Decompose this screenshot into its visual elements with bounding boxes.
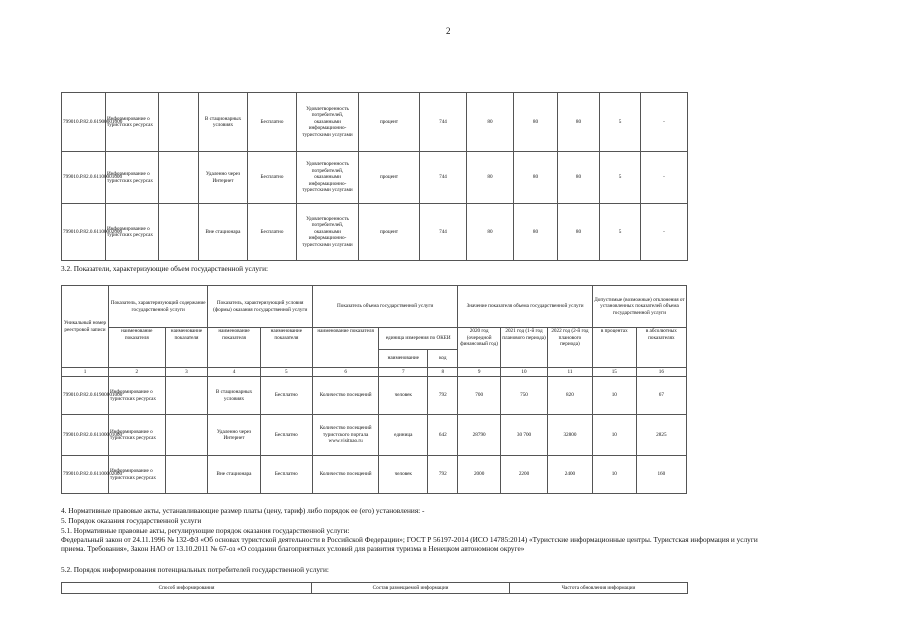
column-number: 10 [501,368,548,377]
content-indicator: Информирование о туристских ресурсах [106,152,159,204]
header-content-group: Показатель, характеризующий содержание государственной услуги [109,286,208,328]
okei-code: 744 [420,204,467,261]
value-2021: 30 700 [501,415,548,456]
header-volume-group: Показатель объема государственной услуги [313,286,458,328]
header-year-2022: 2022 год (2-й год планового периода) [548,328,593,368]
condition-indicator: В стационарных условиях [199,93,248,152]
okei-code: 744 [420,93,467,152]
value-2020: 700 [458,377,501,415]
header-condition-group: Показатель, характеризующий условия (формы) оказания государственной услуги [208,286,313,328]
information-method-table [61,582,688,594]
column-number: 9 [458,368,501,377]
payment-indicator: Бесплатно [248,152,297,204]
value-2022: 32800 [548,415,593,456]
registry-code: 799010.Р.82.0.61900001000 [62,93,106,152]
deviation-absolute: 160 [636,456,686,494]
table-header-row [62,583,688,594]
header-indicator-name: наименование показателя [208,328,260,368]
content-indicator: Информирование о туристских ресурсах [109,377,166,415]
column-number: 11 [548,368,593,377]
value-2022: 80 [558,204,600,261]
volume-indicators-table [61,285,687,494]
registry-code: 799010.Р.82.0.61100001000 [62,415,109,456]
table-header-row [62,286,687,328]
header-okei-unit: единица измерения по ОКЕИ [379,328,458,350]
registry-code: 799010.Р.82.0.61900001000 [62,377,109,415]
header-unit-name: наименование [379,350,428,368]
value-2020: 80 [467,152,514,204]
registry-code: 799010.Р.82.0.61100002000 [62,204,106,261]
value-2021: 750 [501,377,548,415]
column-number: 15 [592,368,636,377]
section-4-text: 4. Нормативные правовые акты, устанавливающие размер платы (цену, тариф) либо порядок ее (его) установления: - [61,506,425,515]
quality-indicator-name: Удовлетворенность потребителей, оказанными информационно-туристскими услугами [297,93,359,152]
column-number: 6 [313,368,379,377]
deviation-absolute: 67 [636,377,686,415]
deviation-absolute: 2825 [636,415,686,456]
volume-indicator-name: Количество посещений [313,377,379,415]
deviation-percent: 10 [592,456,636,494]
registry-code: 799010.Р.82.0.61100002000 [62,456,109,494]
quality-indicator-name: Удовлетворенность потребителей, оказанными информационно-туристскими услугами [297,152,359,204]
unit-name: человек [379,377,428,415]
unit-name: процент [359,93,420,152]
value-2021: 80 [514,93,558,152]
volume-indicator-name: Количество посещений [313,456,379,494]
page-number: 2 [446,26,451,36]
value-2021: 80 [514,152,558,204]
content-indicator: Информирование о туристских ресурсах [106,204,159,261]
empty-cell [159,93,199,152]
deviation-percent: 5 [600,152,641,204]
condition-indicator: Удаленно через Интернет [208,415,260,456]
empty-cell [159,204,199,261]
value-2022: 820 [548,377,593,415]
header-indicator-name: наименование показателя [109,328,166,368]
header-info-content: Состав размещаемой информации [312,583,510,594]
value-2020: 80 [467,204,514,261]
empty-cell [165,377,208,415]
header-year-2021: 2021 год (1-й год планового периода) [501,328,548,368]
header-info-frequency: Частота обновления информации [510,583,688,594]
unit-name: единица [379,415,428,456]
deviation-absolute: - [641,204,688,261]
payment-indicator: Бесплатно [260,456,312,494]
header-info-method: Способ информирования [62,583,312,594]
section-5-1-text: Федеральный закон от 24.11.1996 № 132-ФЗ «Об основах туристской деятельности в Российской Федерации»; ГОСТ Р 56197-2014 (ИСО 14785:2014) «Туристские информационные центры. Туристская информация и услуги приема. Требования», Закон НАО от 13.10.2011 № 67-оз «О создании благоприятных условий для развития туризма в Ненецком автономном округе» [61,535,758,554]
deviation-absolute: - [641,152,688,204]
unit-name: процент [359,152,420,204]
header-indicator-name: наименование показателя [165,328,208,368]
value-2020: 28790 [458,415,501,456]
empty-cell [165,415,208,456]
header-unit-code: код [428,350,458,368]
payment-indicator: Бесплатно [260,377,312,415]
column-number: 2 [109,368,166,377]
deviation-percent: 5 [600,204,641,261]
section-3-2-heading: 3.2. Показатели, характеризующие объем государственной услуги: [61,264,269,273]
content-indicator: Информирование о туристских ресурсах [106,93,159,152]
header-deviation-group: Допустимые (возможные) отклонения от установленных показателей объема государственной услуги [592,286,686,328]
table-row [62,204,688,261]
section-5-heading: 5. Порядок оказания государственной услуги [61,516,202,525]
value-2022: 80 [558,152,600,204]
payment-indicator: Бесплатно [248,204,297,261]
deviation-absolute: - [641,93,688,152]
condition-indicator: В стационарных условиях [208,377,260,415]
value-2021: 80 [514,204,558,261]
payment-indicator: Бесплатно [248,93,297,152]
header-percent: в процентах [592,328,636,368]
header-value-group: Значение показателя объема государственной услуги [458,286,593,328]
quality-indicator-name: Удовлетворенность потребителей, оказанными информационно-туристскими услугами [297,204,359,261]
content-indicator: Информирование о туристских ресурсах [109,456,166,494]
table-row [62,415,687,456]
value-2022: 2400 [548,456,593,494]
column-number: 8 [428,368,458,377]
section-5-2-heading: 5.2. Порядок информирования потенциальных потребителей государственной услуги: [61,565,329,574]
content-indicator: Информирование о туристских ресурсах [109,415,166,456]
table-number-row [62,368,687,377]
value-2020: 80 [467,93,514,152]
condition-indicator: Удаленно через Интернет [199,152,248,204]
header-year-2020: 2020 год (очередной финансовый год) [458,328,501,368]
header-indicator-name: наименование показателя [313,328,379,368]
deviation-percent: 10 [592,415,636,456]
column-number: 16 [636,368,686,377]
okei-code: 792 [428,377,458,415]
value-2020: 2000 [458,456,501,494]
header-indicator-name: наименование показателя [260,328,312,368]
unit-name: процент [359,204,420,261]
value-2021: 2200 [501,456,548,494]
quality-indicators-table [61,92,688,261]
registry-code: 799010.Р.82.0.61100001000 [62,152,106,204]
empty-cell [159,152,199,204]
column-number: 4 [208,368,260,377]
okei-code: 642 [428,415,458,456]
value-2022: 80 [558,93,600,152]
section-5-1-heading: 5.1. Нормативные правовые акты, регулирующие порядок оказания государственной услуги: [61,526,350,535]
header-unique-number: Уникальный номер реестровой записи [62,286,109,368]
table-header-row [62,328,687,350]
deviation-percent: 10 [592,377,636,415]
table-row [62,456,687,494]
deviation-percent: 5 [600,93,641,152]
table-row [62,377,687,415]
volume-indicator-name: Количество посещений туристского портала www.visitnao.ru [313,415,379,456]
table-row [62,93,688,152]
column-number: 7 [379,368,428,377]
unit-name: человек [379,456,428,494]
column-number: 1 [62,368,109,377]
condition-indicator: Вне стационара [208,456,260,494]
okei-code: 744 [420,152,467,204]
okei-code: 792 [428,456,458,494]
empty-cell [165,456,208,494]
condition-indicator: Вне стационара [199,204,248,261]
header-absolute: в абсолютных показателях [636,328,686,368]
table-row [62,152,688,204]
column-number: 5 [260,368,312,377]
payment-indicator: Бесплатно [260,415,312,456]
column-number: 3 [165,368,208,377]
